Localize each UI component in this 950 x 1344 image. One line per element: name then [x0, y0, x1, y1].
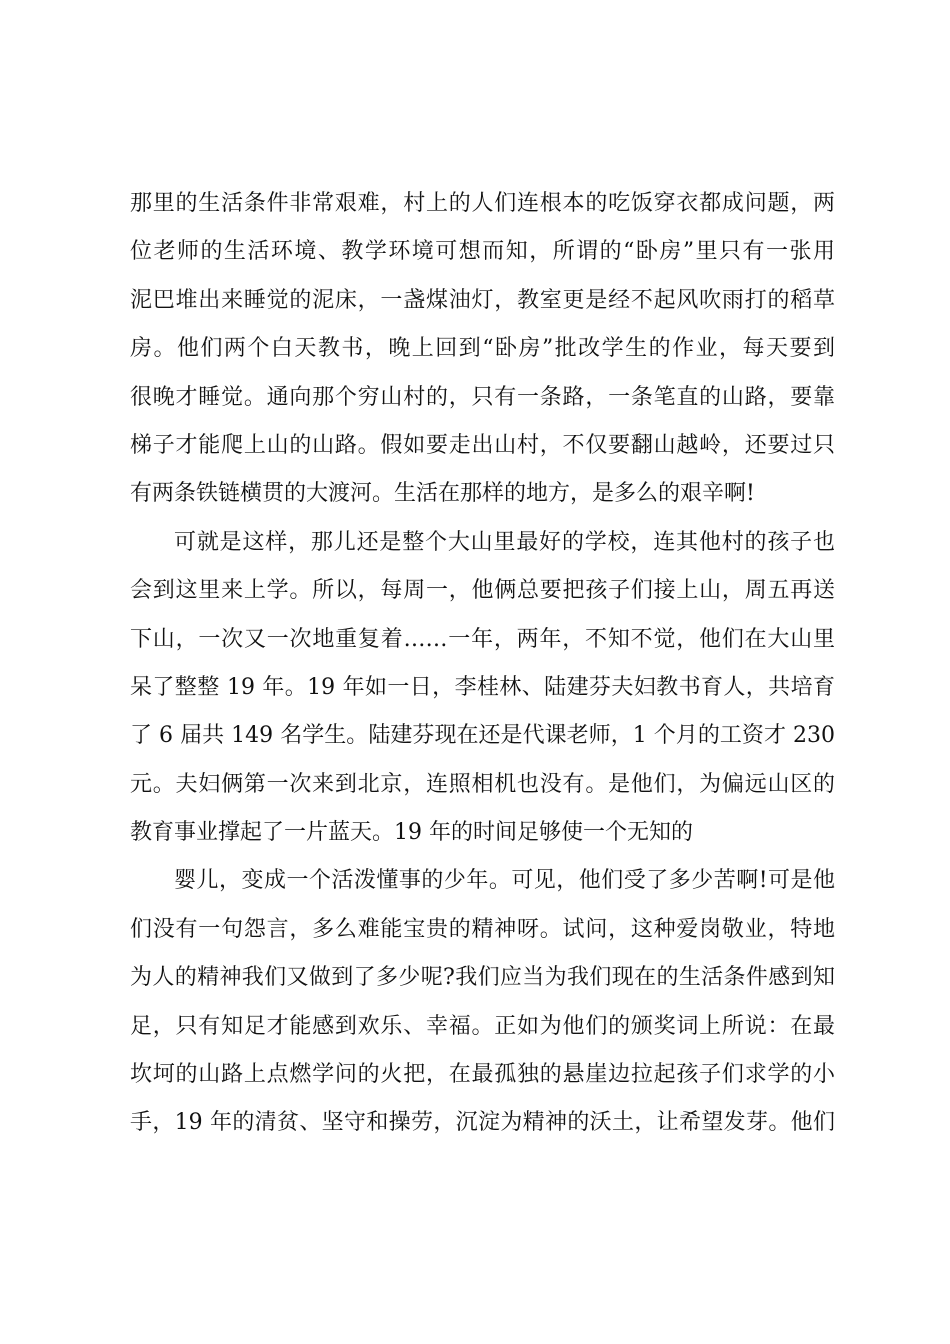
text-line: 那里的生活条件非常艰难，村上的人们连根本的吃饭穿衣都成问题，两	[130, 191, 835, 216]
paragraph-1	[130, 180, 835, 519]
text-line: 可就是这样，那儿还是整个大山里最好的学校，连其他村的孩子也	[174, 529, 835, 555]
paragraph-3	[130, 857, 835, 1147]
text-line: 教育事业撑起了一片蓝天。19 年的时间足够使一个无知的	[130, 820, 693, 846]
text-line: 足，只有知足才能感到欢乐、幸福。正如为他们的颁奖词上所说：在最	[130, 1013, 835, 1039]
text-line: 很晚才睡觉。通向那个穷山村的，只有一条路，一条笔直的山路，要靠	[130, 384, 835, 410]
text-line: 下山，一次又一次地重复着……一年，两年，不知不觉，他们在大山里	[130, 626, 835, 652]
text-line: 位老师的生活环境、教学环境可想而知，所谓的“卧房”里只有一张用	[130, 239, 835, 265]
text-line: 梯子才能爬上山的山路。假如要走出山村，不仅要翻山越岭，还要过只	[130, 432, 835, 458]
text-line: 元。夫妇俩第一次来到北京，连照相机也没有。是他们，为偏远山区的	[130, 771, 835, 797]
text-line: 们没有一句怨言，多么难能宝贵的精神呀。试问，这种爱岗敬业，特地	[130, 916, 835, 942]
text-line: 有两条铁链横贯的大渡河。生活在那样的地方，是多么的艰辛啊!	[130, 481, 755, 507]
text-line: 房。他们两个白天教书，晚上回到“卧房”批改学生的作业，每天要到	[130, 336, 835, 362]
text-line: 为人的精神我们又做到了多少呢?我们应当为我们现在的生活条件感到知	[130, 965, 835, 991]
text-line: 会到这里来上学。所以，每周一，他俩总要把孩子们接上山，周五再送	[130, 578, 835, 604]
text-line: 婴儿，变成一个活泼懂事的少年。可见，他们受了多少苦啊!可是他	[174, 868, 835, 894]
document-body	[130, 180, 835, 1148]
text-line: 泥巴堆出来睡觉的泥床，一盏煤油灯，教室更是经不起风吹雨打的稻草	[130, 287, 835, 313]
text-line: 了 6 届共 149 名学生。陆建芬现在还是代课老师，1 个月的工资才 230	[130, 723, 835, 749]
paragraph-2	[130, 519, 835, 858]
text-line: 呆了整整 19 年。19 年如一日，李桂林、陆建芬夫妇教书育人，共培育	[130, 674, 835, 700]
text-line: 手，19 年的清贫、坚守和操劳，沉淀为精神的沃土，让希望发芽。他们	[130, 1110, 835, 1136]
text-line: 坎坷的山路上点燃学问的火把，在最孤独的悬崖边拉起孩子们求学的小	[130, 1062, 835, 1088]
